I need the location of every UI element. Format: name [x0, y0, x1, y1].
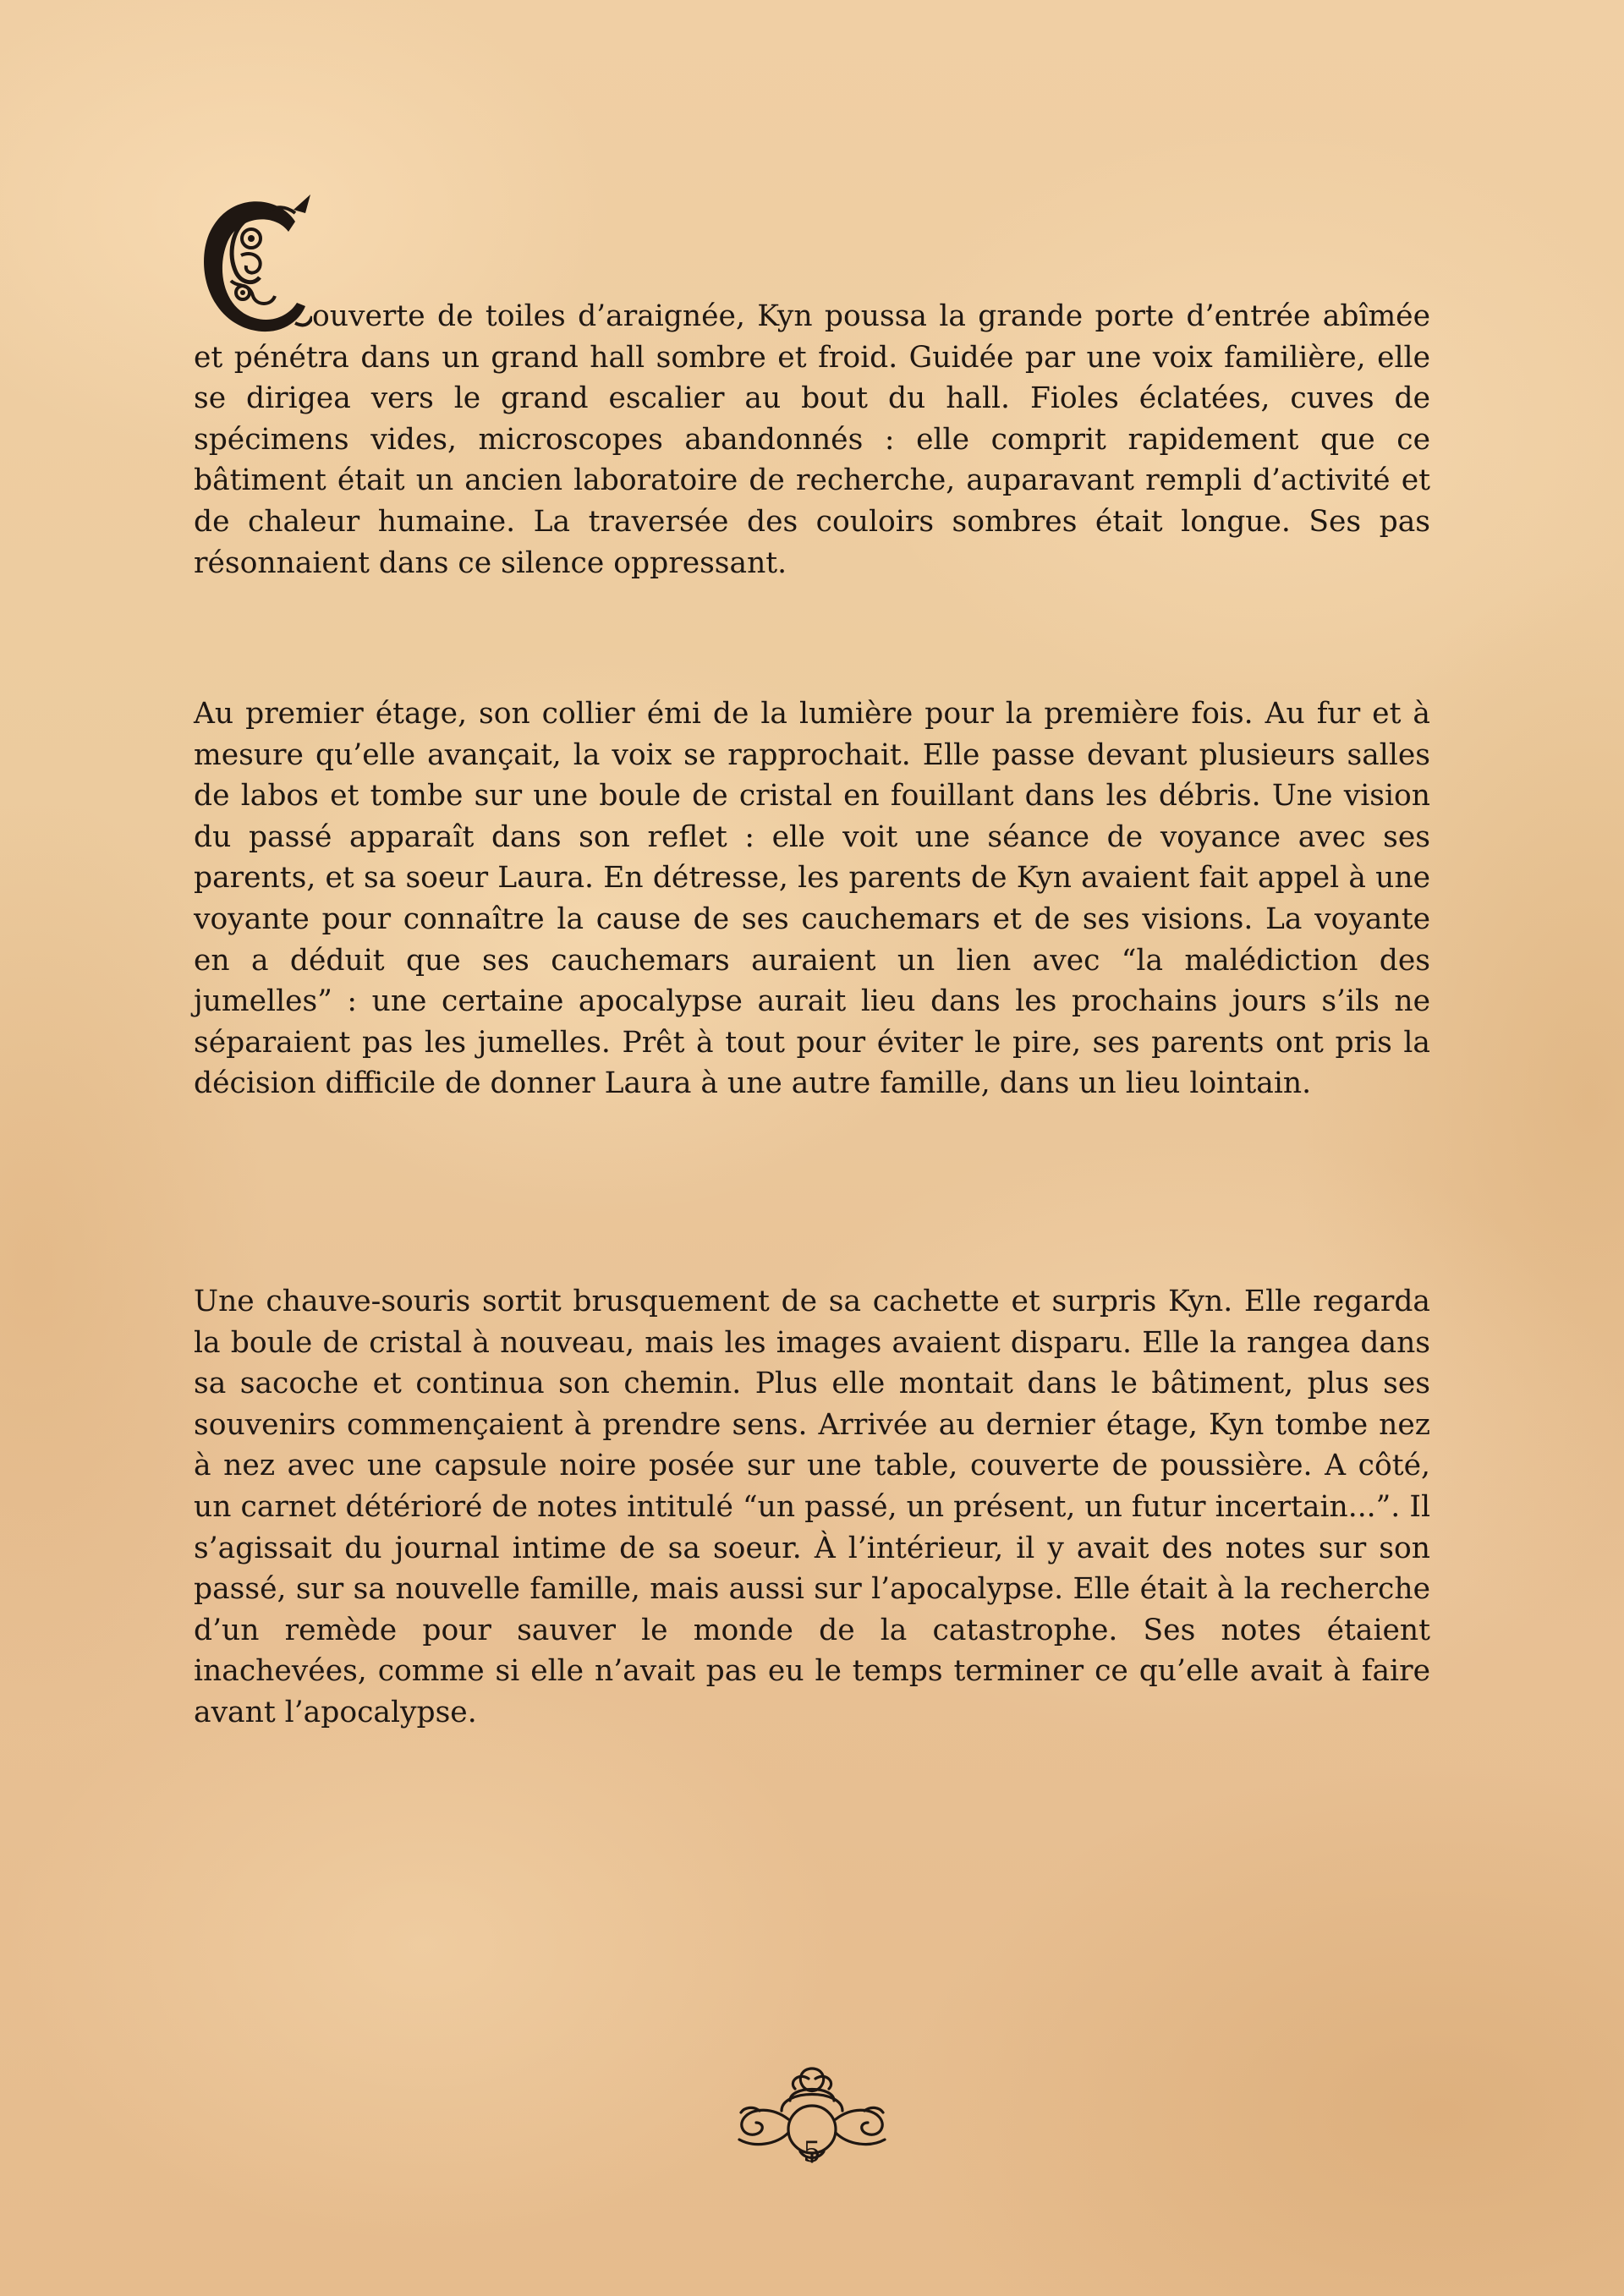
page-number: 5 [803, 2135, 821, 2169]
paragraph-1: ouverte de toiles d’araignée, Kyn poussa la grande porte d’entrée abîmée et pénétra dans un grand hall sombre et froid. Guidée par une voix familière, elle se dirigea vers le grand escalier au bout du hall. Fioles éclatées, cuves de spécimens vides, microscopes abandonnés : elle comprit rapidement que ce bâtiment était un ancien laboratoire de recherche, auparavant rempli d’activité et de chaleur humaine. La traversée des couloirs sombres était longue. Ses pas résonnaient dans ce silence oppressant. [194, 299, 1430, 580]
paragraph-2: Au premier étage, son collier émi de la lumière pour la première fois. Au fur et à mesure qu’elle avançait, la voix se rapprochait. Elle passe devant plusieurs salles de labos et tombe sur une boule de cristal en fouillant dans les débris. Une vision du passé apparaît dans son reflet : elle voit une séance de voyance avec ses parents, et sa soeur Laura. En détresse, les parents de Kyn avaient fait appel à une voyante pour connaître la cause de ses cauchemars et de ses visions. La voyante en a déduit que ses cauchemars auraient un lien avec “la malédiction des jumelles” : une certaine apocalypse aurait lieu dans les prochains jours s’ils ne séparaient pas les jumelles. Prêt à tout pour éviter le pire, ses parents ont pris la décision difficile de donner Laura à une autre famille, dans un lieu lointain. [194, 697, 1430, 1101]
paragraph-3: Une chauve-souris sortit brusquement de sa cachette et surpris Kyn. Elle regarda la boule de cristal à nouveau, mais les images avaient disparu. Elle la rangea dans sa sacoche et continua son chemin. Plus elle montait dans le bâtiment, plus ses souvenirs commençaient à prendre sens. Arrivée au dernier étage, Kyn tombe nez à nez avec une capsule noire posée sur une table, couverte de poussière. A côté, un carnet détérioré de notes intitulé “un passé, un présent, un futur incertain...”. Il s’agissait du journal intime de sa soeur. À l’intérieur, il y avait des notes sur son passé, sur sa nouvelle famille, mais aussi sur l’apocalypse. Elle était à la recherche d’un remède pour sauver le monde de la catastrophe. Ses notes étaient inachevées, comme si elle n’avait pas eu le temps terminer ce qu’elle avait à faire avant l’apocalypse. [194, 1285, 1430, 1729]
